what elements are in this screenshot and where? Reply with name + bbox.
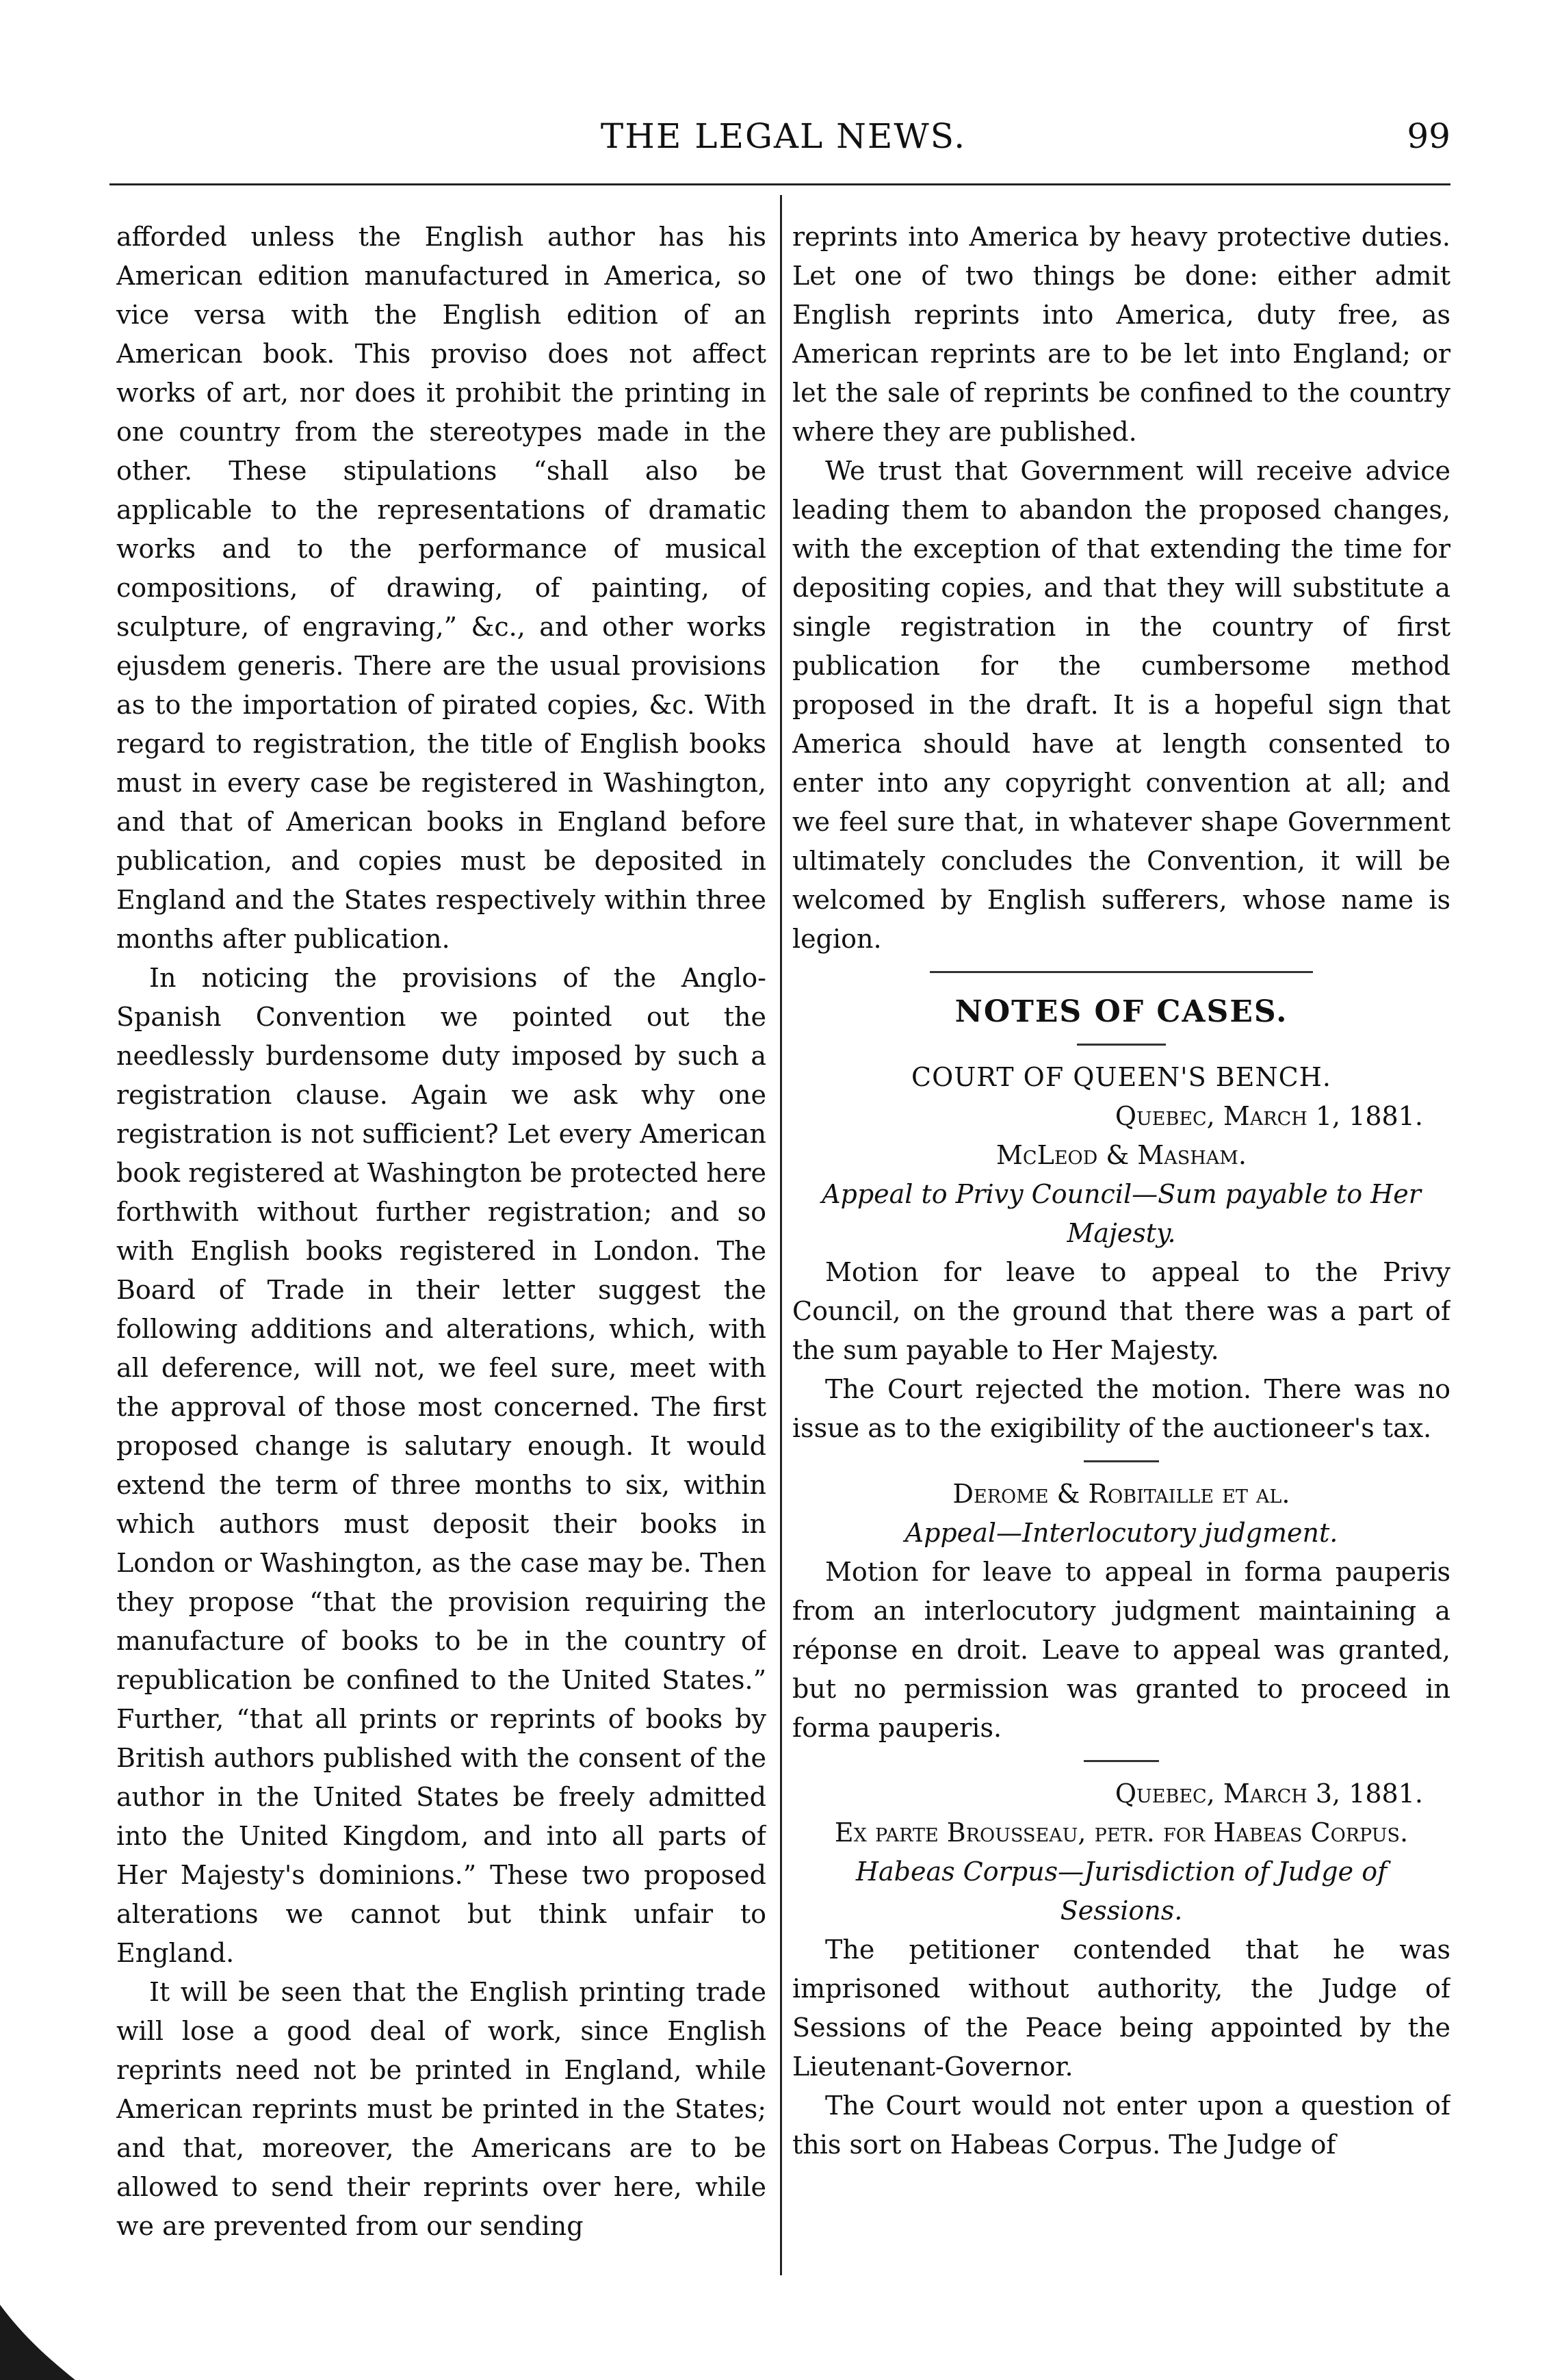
section-separator (930, 971, 1313, 973)
case2-subject: Appeal—Interlocutory judgment. (904, 1518, 1338, 1548)
right-paragraph-1: reprints into America by heavy protective duties. Let one of two things be done: either admit English reprints into America, duty free, as American reprints are to be let into England; or let the sale of reprints be confined to the country where they are published. (792, 222, 1450, 447)
case3-paragraph-2: The Court would not enter upon a question of this sort on Habeas Corpus. The Judge of (792, 2091, 1450, 2160)
case3-place-date: Quebec, March 3, 1881. (1115, 1778, 1423, 1809)
case3-parties: Ex parte Brousseau, petr. for Habeas Corpus. (834, 1818, 1409, 1848)
case1-paragraph-1: Motion for leave to appeal to the Privy Council, on the ground that there was a part of the sum payable to Her Majesty. (792, 1257, 1450, 1365)
left-paragraph-2: In noticing the provisions of the Anglo-Spanish Convention we pointed out the needlessly burdensome duty imposed by such a registration clause. Again we ask why one registration is not sufficient? Let every American book registered at Washington be protected here forthwith without further registration; and so with English books registered in London. The Board of Trade in their letter suggest the following additions and alterations, which, with all deference, will not, we feel sure, meet with the approval of those most concerned. The first proposed change is salutary enough. It would extend the term of three months to six, within which authors must deposit their books in London or Washington, as the case may be. Then they propose “that the provision requiring the manufacture of books to be in the country of republication be confined to the United States.” Further, “that all prints or reprints of books by British authors published with the consent of the author in the United States be freely admitted into the United Kingdom, and into all parts of Her Majesty's dominions.” These two proposed alterations we cannot but think unfair to England. (116, 963, 766, 1968)
running-title: THE LEGAL NEWS. (600, 116, 967, 156)
case3-subject: Habeas Corpus—Jurisdiction of Judge of Sessions. (855, 1857, 1388, 1926)
court-name: COURT OF QUEEN'S BENCH. (911, 1062, 1331, 1092)
page-number: 99 (1407, 116, 1450, 156)
case1-subject: Appeal to Privy Council—Sum payable to Her Majesty. (822, 1179, 1421, 1248)
page-header (116, 116, 1450, 171)
left-paragraph-1: afforded unless the English author has his American edition manufactured in America, so vice versa with the English edition of an American book. This proviso does not affect works of art, nor does it prohibit the printing in one country from the stereotypes made in the other. These stipulations “shall also be applicable to the representations of dramatic works and to the performance of musical compositions, of drawing, of painting, of sculpture, of engraving,” &c., and other works ejusdem generis. There are the usual provisions as to the importation of pirated copies, &c. With regard to registration, the title of English books must in every case be registered in Washington, and that of American books in England before publication, and copies must be deposited in England and the States respectively within three months after publication. (116, 222, 766, 954)
column-divider (780, 195, 782, 2275)
heading-underline (1077, 1044, 1166, 1046)
left-column (116, 218, 766, 2291)
case-separator-2 (1084, 1760, 1159, 1762)
case-separator-1 (1084, 1460, 1159, 1462)
case2-parties: Derome & Robitaille et al. (952, 1479, 1290, 1509)
case3-paragraph-1: The petitioner contended that he was imprisoned without authority, the Judge of Sessions of the Peace being appointed by the Lieutenant-Governor. (792, 1935, 1450, 2082)
right-paragraph-2: We trust that Government will receive advice leading them to abandon the proposed changes, with the exception of that extending the time for depositing copies, and that they will substitute a single registration in the country of first publication for the cumbersome method proposed in the draft. It is a hopeful sign that America should have at length consented to enter into any copyright convention at all; and we feel sure that, in whatever shape Government ultimately concludes the Convention, it will be welcomed by English sufferers, whose name is legion. (792, 456, 1450, 954)
case1-parties: McLeod & Masham. (996, 1140, 1247, 1170)
right-column (792, 218, 1450, 2291)
corner-scan-artifact (0, 2291, 75, 2380)
left-paragraph-3: It will be seen that the English printing trade will lose a good deal of work, since English reprints need not be printed in England, while American reprints must be printed in the States; and that, moreover, the Americans are to be allowed to send their reprints over here, while we are prevented from our sending (116, 1977, 766, 2241)
case2-paragraph-1: Motion for leave to appeal in forma pauperis from an interlocutory judgment maintaining a réponse en droit. Leave to appeal was granted, but no permission was granted to proceed in forma pauperis. (792, 1557, 1450, 1743)
case1-paragraph-2: The Court rejected the motion. There was no issue as to the exigibility of the auctioneer's tax. (792, 1374, 1450, 1443)
case1-place-date: Quebec, March 1, 1881. (1115, 1101, 1423, 1131)
notes-heading: NOTES OF CASES. (954, 994, 1288, 1029)
header-rule (109, 183, 1450, 185)
